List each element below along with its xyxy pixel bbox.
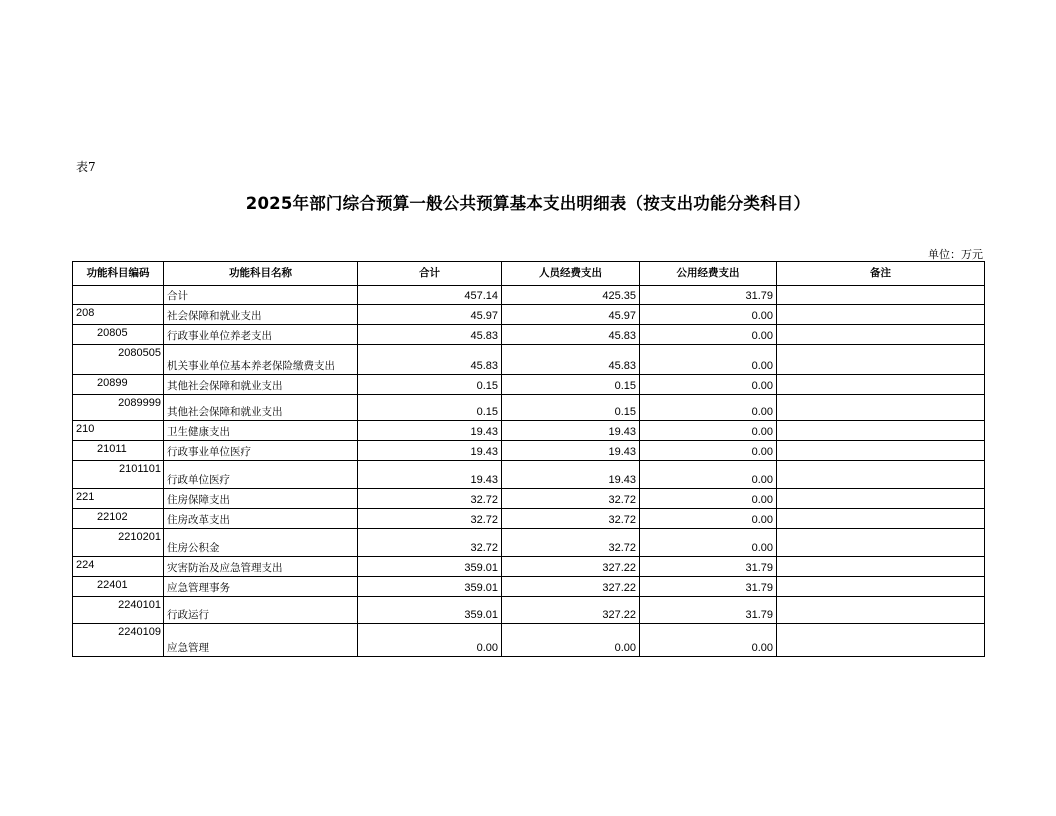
row-name-cell: 卫生健康支出	[164, 421, 358, 441]
row-public-cell: 0.00	[640, 305, 777, 325]
table-row	[73, 375, 985, 395]
row-total-cell: 45.97	[358, 305, 502, 325]
row-name-cell: 行政事业单位医疗	[164, 441, 358, 461]
table-row	[73, 557, 985, 577]
row-total-cell: 0.15	[358, 395, 502, 421]
row-public-cell: 31.79	[640, 577, 777, 597]
row-note-cell	[777, 577, 985, 597]
row-name-cell: 行政单位医疗	[164, 461, 358, 489]
row-name-cell: 应急管理	[164, 624, 358, 657]
row-code-cell: 2240101	[73, 597, 164, 624]
row-code-cell: 2089999	[73, 395, 164, 421]
row-code-cell: 224	[73, 557, 164, 577]
row-public-cell: 0.00	[640, 395, 777, 421]
row-note-cell	[777, 286, 985, 305]
header-code: 功能科目编码	[73, 262, 164, 286]
row-name-cell: 行政运行	[164, 597, 358, 624]
row-public-cell: 31.79	[640, 286, 777, 305]
row-total-cell: 19.43	[358, 421, 502, 441]
row-public-cell: 0.00	[640, 489, 777, 509]
row-total-cell: 359.01	[358, 557, 502, 577]
row-note-cell	[777, 345, 985, 375]
row-name-cell: 住房公积金	[164, 529, 358, 557]
row-name-cell: 应急管理事务	[164, 577, 358, 597]
row-code-cell: 20805	[73, 325, 164, 345]
row-name-cell: 合计	[164, 286, 358, 305]
row-personnel-cell: 45.83	[502, 325, 640, 345]
table-row	[73, 441, 985, 461]
row-name-cell: 行政事业单位养老支出	[164, 325, 358, 345]
row-code-cell: 22401	[73, 577, 164, 597]
table-row	[73, 345, 985, 375]
row-personnel-cell: 0.15	[502, 375, 640, 395]
row-note-cell	[777, 421, 985, 441]
row-name-cell: 其他社会保障和就业支出	[164, 395, 358, 421]
table-row	[73, 597, 985, 624]
page-title: 2025年部门综合预算一般公共预算基本支出明细表（按支出功能分类科目）	[245, 194, 811, 213]
row-total-cell: 359.01	[358, 577, 502, 597]
row-total-cell: 32.72	[358, 489, 502, 509]
row-name-cell: 其他社会保障和就业支出	[164, 375, 358, 395]
row-total-cell: 45.83	[358, 345, 502, 375]
row-code-cell: 20899	[73, 375, 164, 395]
row-public-cell: 31.79	[640, 557, 777, 577]
header-name: 功能科目名称	[164, 262, 358, 286]
row-public-cell: 0.00	[640, 375, 777, 395]
row-code-cell: 2080505	[73, 345, 164, 375]
row-personnel-cell: 0.15	[502, 395, 640, 421]
row-note-cell	[777, 624, 985, 657]
row-note-cell	[777, 305, 985, 325]
row-total-cell: 0.00	[358, 624, 502, 657]
budget-table	[72, 261, 985, 657]
row-code-cell: 22102	[73, 509, 164, 529]
header-note: 备注	[777, 262, 985, 286]
row-personnel-cell: 0.00	[502, 624, 640, 657]
table-row	[73, 395, 985, 421]
row-name-cell: 社会保障和就业支出	[164, 305, 358, 325]
table-number-label: 表7	[76, 160, 96, 174]
row-personnel-cell: 19.43	[502, 421, 640, 441]
row-code-cell: 208	[73, 305, 164, 325]
header-personnel: 人员经费支出	[502, 262, 640, 286]
row-personnel-cell: 32.72	[502, 489, 640, 509]
row-note-cell	[777, 489, 985, 509]
row-personnel-cell: 32.72	[502, 529, 640, 557]
row-note-cell	[777, 441, 985, 461]
row-public-cell: 0.00	[640, 509, 777, 529]
table-row	[73, 624, 985, 657]
row-public-cell: 31.79	[640, 597, 777, 624]
row-personnel-cell: 327.22	[502, 597, 640, 624]
row-personnel-cell: 425.35	[502, 286, 640, 305]
header-total: 合计	[358, 262, 502, 286]
row-total-cell: 32.72	[358, 509, 502, 529]
row-total-cell: 32.72	[358, 529, 502, 557]
row-total-cell: 45.83	[358, 325, 502, 345]
row-name-cell: 住房改革支出	[164, 509, 358, 529]
table-row	[73, 461, 985, 489]
row-personnel-cell: 19.43	[502, 461, 640, 489]
row-code-cell: 2240109	[73, 624, 164, 657]
row-note-cell	[777, 395, 985, 421]
row-note-cell	[777, 557, 985, 577]
row-public-cell: 0.00	[640, 461, 777, 489]
row-code-cell	[73, 286, 164, 305]
row-total-cell: 359.01	[358, 597, 502, 624]
table-row	[73, 305, 985, 325]
table-row	[73, 577, 985, 597]
table-row	[73, 325, 985, 345]
row-public-cell: 0.00	[640, 624, 777, 657]
row-name-cell: 机关事业单位基本养老保险缴费支出	[164, 345, 358, 375]
row-note-cell	[777, 375, 985, 395]
row-name-cell: 住房保障支出	[164, 489, 358, 509]
table-row	[73, 421, 985, 441]
table-row	[73, 489, 985, 509]
row-note-cell	[777, 509, 985, 529]
row-public-cell: 0.00	[640, 529, 777, 557]
row-code-cell: 221	[73, 489, 164, 509]
row-public-cell: 0.00	[640, 325, 777, 345]
row-code-cell: 2101101	[73, 461, 164, 489]
row-note-cell	[777, 597, 985, 624]
row-personnel-cell: 327.22	[502, 557, 640, 577]
row-public-cell: 0.00	[640, 441, 777, 461]
row-name-cell: 灾害防治及应急管理支出	[164, 557, 358, 577]
row-code-cell: 2210201	[73, 529, 164, 557]
row-code-cell: 210	[73, 421, 164, 441]
table-row	[73, 529, 985, 557]
row-total-cell: 19.43	[358, 461, 502, 489]
row-total-cell: 0.15	[358, 375, 502, 395]
row-personnel-cell: 45.97	[502, 305, 640, 325]
row-total-cell: 457.14	[358, 286, 502, 305]
row-note-cell	[777, 461, 985, 489]
row-personnel-cell: 32.72	[502, 509, 640, 529]
table-row	[73, 509, 985, 529]
unit-note: 单位：万元	[928, 248, 983, 261]
row-public-cell: 0.00	[640, 421, 777, 441]
total-row	[73, 286, 985, 305]
row-public-cell: 0.00	[640, 345, 777, 375]
row-personnel-cell: 45.83	[502, 345, 640, 375]
row-note-cell	[777, 325, 985, 345]
row-note-cell	[777, 529, 985, 557]
row-total-cell: 19.43	[358, 441, 502, 461]
row-personnel-cell: 327.22	[502, 577, 640, 597]
row-code-cell: 21011	[73, 441, 164, 461]
table-header-row	[73, 262, 985, 286]
row-personnel-cell: 19.43	[502, 441, 640, 461]
header-public: 公用经费支出	[640, 262, 777, 286]
